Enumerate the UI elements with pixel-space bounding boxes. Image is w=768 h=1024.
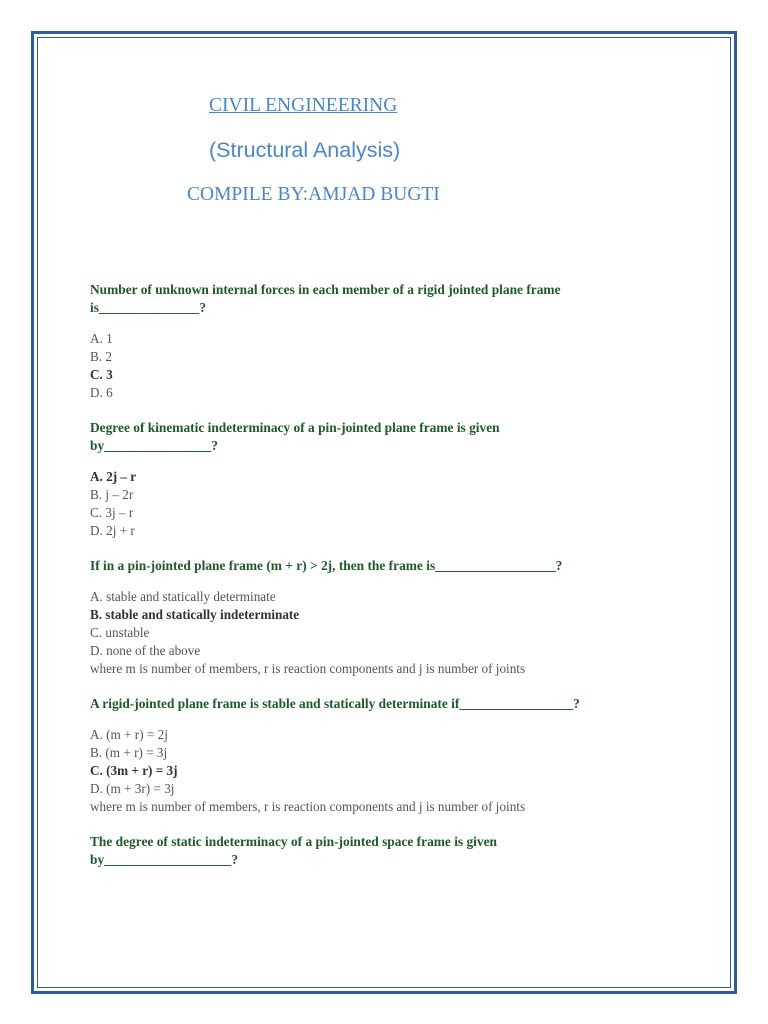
question-text — [90, 833, 650, 869]
answer-option: B. j – 2r — [90, 487, 134, 502]
question-block — [90, 419, 650, 540]
question-line: A rigid-jointed plane frame is stable and statically determinate if_________________? — [90, 696, 580, 711]
answer-option: D. 6 — [90, 385, 113, 400]
answer-options — [90, 588, 650, 660]
question-line: Degree of kinematic indeterminacy of a pin-jointed plane frame is given — [90, 420, 500, 435]
answer-option-correct: C. (3m + r) = 3j — [90, 763, 178, 778]
answer-option: C. unstable — [90, 625, 150, 640]
question-text — [90, 557, 650, 575]
answer-option: B. (m + r) = 3j — [90, 745, 168, 760]
question-block — [90, 281, 650, 402]
question-line: The degree of static indeterminacy of a pin-jointed space frame is given — [90, 834, 497, 849]
document-author: COMPILE BY:AMJAD BUGTI — [187, 184, 440, 205]
question-block — [90, 557, 650, 678]
document-title: CIVIL ENGINEERING — [209, 95, 398, 116]
answer-option-correct: C. 3 — [90, 367, 113, 382]
answer-option: A. (m + r) = 2j — [90, 727, 168, 742]
answer-option: C. 3j – r — [90, 505, 134, 520]
question-line: by________________? — [90, 438, 218, 453]
answer-option: D. 2j + r — [90, 523, 135, 538]
answer-option-correct: A. 2j – r — [90, 469, 137, 484]
answer-option: B. 2 — [90, 349, 112, 364]
answer-options — [90, 468, 650, 540]
question-block — [90, 695, 650, 816]
answer-option: D. none of the above — [90, 643, 201, 658]
question-line: Number of unknown internal forces in each member of a rigid jointed plane frame — [90, 282, 561, 297]
question-block — [90, 833, 650, 869]
answer-option: A. stable and statically determinate — [90, 589, 276, 604]
answer-option: D. (m + 3r) = 3j — [90, 781, 175, 796]
answer-option-correct: B. stable and statically indeterminate — [90, 607, 300, 622]
question-list — [90, 281, 650, 869]
answer-options — [90, 330, 650, 402]
answer-option: A. 1 — [90, 331, 113, 346]
question-text — [90, 281, 650, 317]
question-line: by___________________? — [90, 852, 239, 867]
question-line: If in a pin-jointed plane frame (m + r) > 2j, then the frame is__________________? — [90, 558, 563, 573]
document-subtitle: (Structural Analysis) — [209, 138, 401, 162]
question-note: where m is number of members, r is reaction components and j is number of joints — [90, 799, 526, 814]
answer-options — [90, 726, 650, 798]
question-note: where m is number of members, r is reaction components and j is number of joints — [90, 661, 526, 676]
question-line: is_______________? — [90, 300, 207, 315]
question-text — [90, 419, 650, 455]
question-text — [90, 695, 650, 713]
